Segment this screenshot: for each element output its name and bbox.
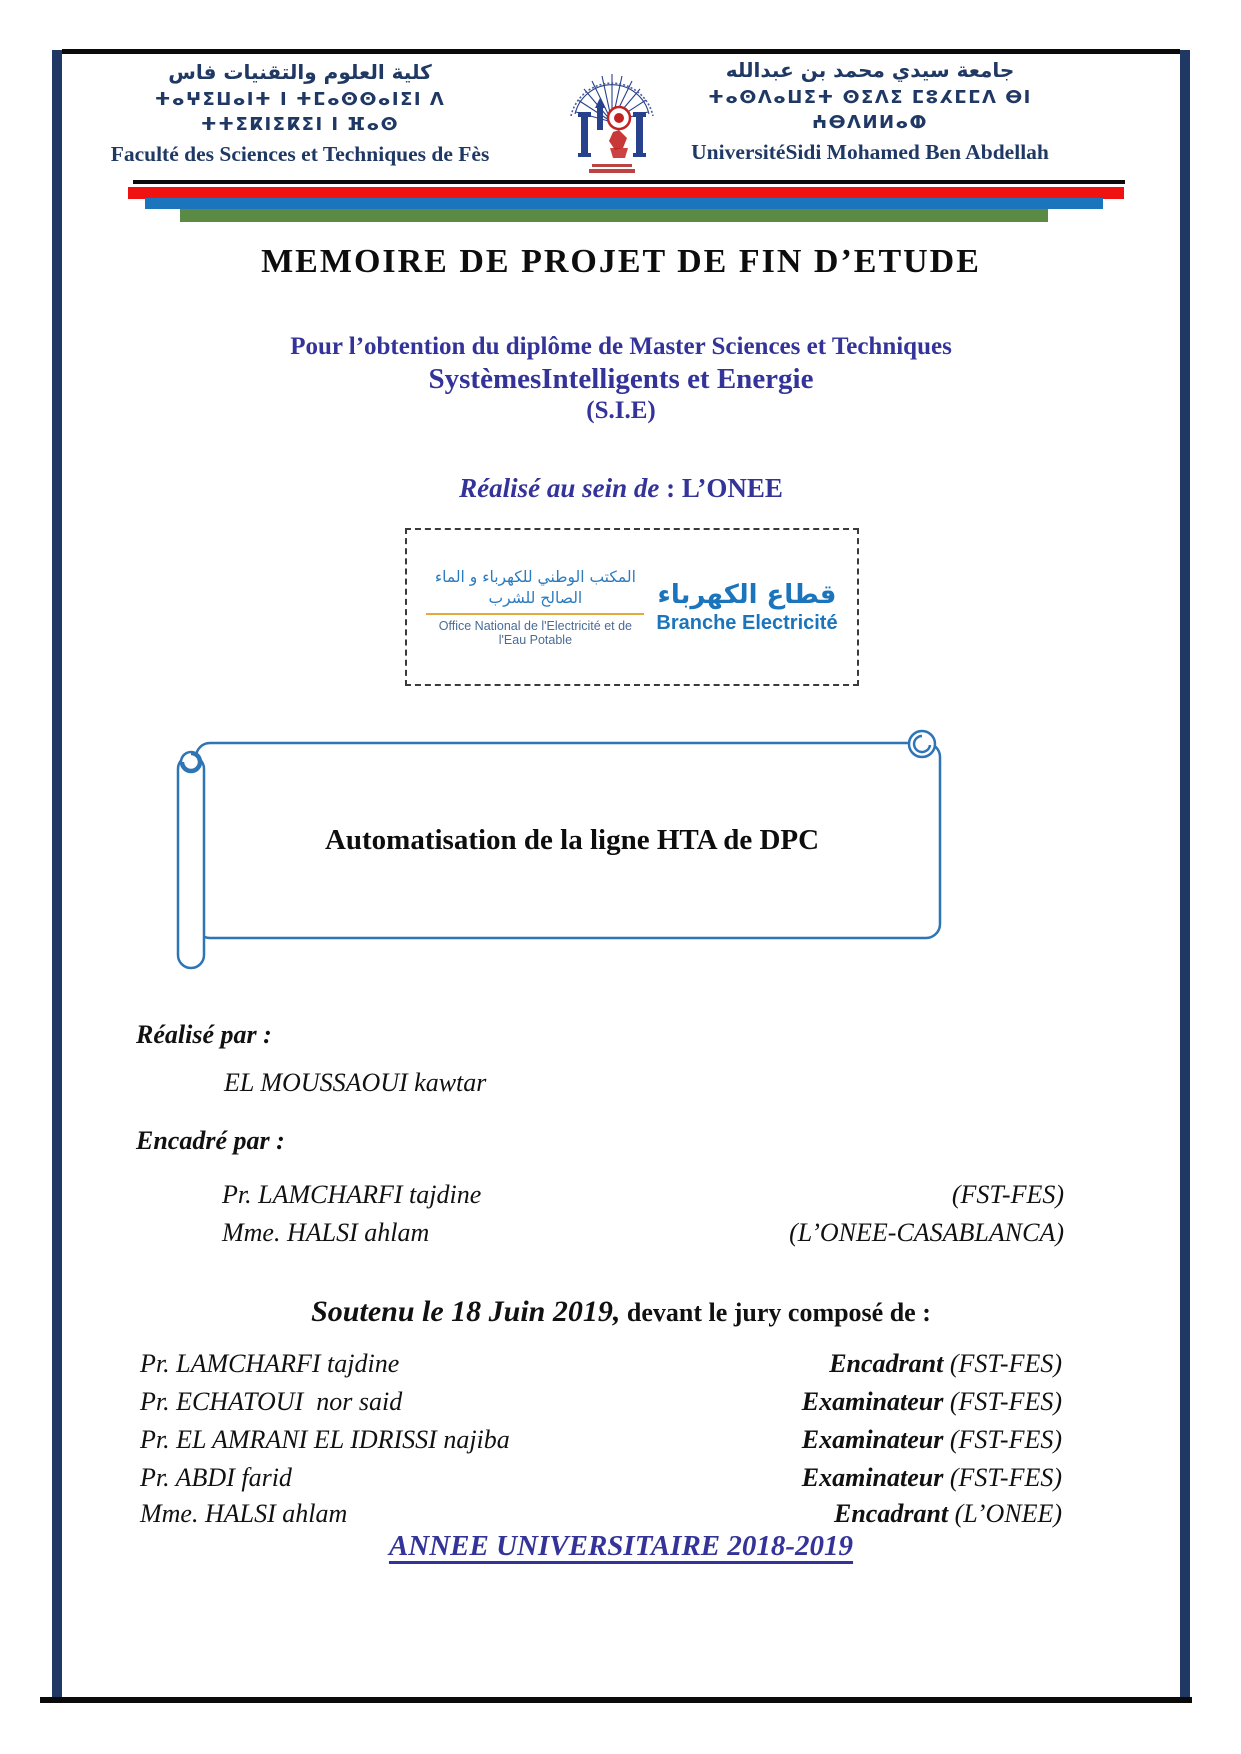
jury-member-affiliation: (L’ONEE): [948, 1499, 1062, 1528]
page-frame-right: [1180, 50, 1190, 1700]
separator-bar-blue: [145, 198, 1103, 209]
jury-member-affiliation: (FST-FES): [943, 1349, 1062, 1378]
supervisor-row: [222, 1218, 1064, 1248]
page-frame-bottom: [40, 1697, 1192, 1703]
jury-member-role: Encadrant: [829, 1349, 944, 1378]
jury-row: [140, 1463, 1062, 1493]
jury-member-role-cell: [829, 1349, 1062, 1379]
jury-member-role: Encadrant: [833, 1499, 949, 1528]
program-line: SystèmesIntelligents et Energie: [428, 363, 814, 395]
onee-office-block: [426, 567, 644, 648]
jury-row: [140, 1349, 1062, 1379]
host-organisation-line: [62, 473, 1180, 504]
faculty-name-arabic: كلية العلوم والتقنيات فاس: [168, 60, 432, 84]
separator-bar-green: [180, 209, 1048, 222]
faculty-name-tifinagh: ⵜⴰⵖⵉⵡⴰⵏⵜ ⵏ ⵜⵎⴰⵙⵙⴰⵏⵉⵏ ⴷ ⵜⵜⵉⴽⵏⵉⴽⵉⵏ ⵏ ⴼⴰⵙ: [154, 89, 446, 136]
faculty-name-latin: Faculté des Sciences et Techniques de Fès: [110, 142, 490, 167]
onee-branch-name: Branche Electricité: [656, 611, 838, 634]
academic-year-line: [62, 1530, 1180, 1563]
header-faculty-block: [95, 60, 505, 169]
supervisor-affiliation: (FST-FES): [951, 1180, 1064, 1209]
host-label: Réalisé au sein de: [459, 473, 660, 503]
program-acronym: (S.I.E): [586, 397, 656, 424]
university-emblem-logo: [562, 68, 662, 176]
jury-member-affiliation: (FST-FES): [943, 1463, 1062, 1492]
header-university-block: [650, 58, 1090, 167]
jury-member-name: Mme. HALSI ahlam: [140, 1499, 348, 1528]
scroll-banner-shape: [172, 728, 958, 986]
jury-member-role: Examinateur: [801, 1425, 944, 1454]
jury-row: [140, 1499, 1062, 1529]
defense-line: [62, 1295, 1180, 1329]
page-frame-top: [62, 49, 1180, 54]
jury-member-affiliation: (FST-FES): [943, 1387, 1062, 1416]
jury-row: [140, 1387, 1062, 1417]
defense-rest: devant le jury composé de :: [620, 1298, 931, 1327]
jury-member-role-cell: [834, 1499, 1062, 1529]
academic-year: ANNEE UNIVERSITAIRE 2018-2019: [388, 1530, 854, 1562]
jury-row: [140, 1425, 1062, 1455]
jury-member-role: Examinateur: [801, 1387, 944, 1416]
degree-line: Pour l’obtention du diplôme de Master Sciences et Techniques: [290, 333, 952, 360]
onee-logo: [405, 528, 859, 686]
host-separator: :: [659, 473, 682, 503]
supervisor-name: Pr. LAMCHARFI tajdine: [222, 1180, 482, 1209]
jury-member-name: Pr. LAMCHARFI tajdine: [140, 1349, 400, 1378]
defense-date: Soutenu le 18 Juin 2019,: [311, 1295, 621, 1328]
jury-member-affiliation: (FST-FES): [943, 1425, 1062, 1454]
jury-member-role-cell: [802, 1387, 1062, 1417]
project-title: Automatisation de la ligne HTA de DPC: [324, 824, 820, 856]
onee-office-latin: Office National de l'Electricité et de l'Eau Potable: [438, 619, 632, 648]
jury-member-name: Pr. EL AMRANI EL IDRISSI najiba: [140, 1425, 510, 1454]
document-title: MEMOIRE DE PROJET DE FIN D’ETUDE: [261, 243, 981, 280]
host-organisation: L’ONEE: [681, 473, 783, 503]
onee-sector-arabic: قطاع الكهرباء: [657, 579, 837, 610]
supervisor-row: [222, 1180, 1064, 1210]
university-name-tifinagh: ⵜⴰⵙⴷⴰⵡⵉⵜ ⵙⵉⴷⵉ ⵎⵓⵃⵎⵎⴷ ⴱⵏ ⵄⴱⴷⵍⵍⴰⵀ: [708, 87, 1032, 134]
jury-member-name: Pr. ECHATOUI nor said: [140, 1387, 403, 1416]
page-frame-left: [52, 50, 62, 1700]
jury-member-name: Pr. ABDI farid: [140, 1463, 292, 1492]
university-name-arabic: جامعة سيدي محمد بن عبدالله: [725, 58, 1015, 82]
supervisor-affiliation: (L’ONEE-CASABLANCA): [789, 1218, 1064, 1247]
onee-office-arabic: المكتب الوطني للكهرباء و الماء الصالح للشرب: [426, 567, 644, 616]
university-name-latin: UniversitéSidi Mohamed Ben Abdellah: [691, 140, 1049, 165]
onee-branch-block: [656, 580, 837, 635]
separator-bar-black: [133, 180, 1125, 184]
jury-member-role: Examinateur: [801, 1463, 944, 1492]
onee-logo-content: [426, 567, 837, 648]
author-section-label: Réalisé par :: [136, 1020, 272, 1049]
supervisor-name: Mme. HALSI ahlam: [222, 1218, 430, 1247]
jury-member-role-cell: [802, 1463, 1062, 1493]
jury-member-role-cell: [802, 1425, 1062, 1455]
supervisors-section-label: Encadré par :: [136, 1126, 285, 1155]
author-name: EL MOUSSAOUI kawtar: [224, 1068, 487, 1097]
